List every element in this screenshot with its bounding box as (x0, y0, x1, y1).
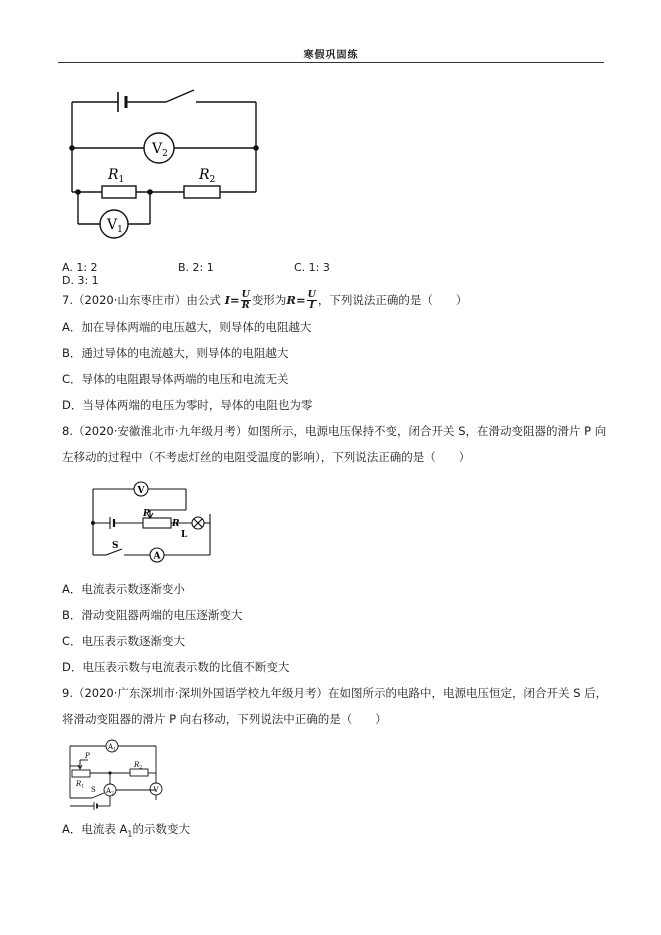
formula-fraction: $\frac{U}{R}$ (241, 289, 250, 311)
formula-symbol: R (286, 293, 296, 307)
q8-stem-line1: 8.（2020·安徽淮北市·九年级月考）如图所示，电源电压保持不变，闭合开关 S，在滑动变阻器的滑片 P 向 (62, 424, 607, 438)
q7-stem-mid: 变形为 (251, 293, 287, 307)
formula-equals: = (295, 293, 306, 307)
lamp-l-label: L (181, 530, 188, 540)
r2-label: $R_2$ (199, 167, 216, 185)
q6-option-c: C. 1: 3 (294, 261, 330, 274)
q7-option-c: C．导体的电阻跟导体两端的电压和电流无关 (62, 372, 289, 386)
q6-circuit-figure (62, 84, 272, 244)
q6-option-b: B. 2: 1 (178, 261, 214, 274)
voltmeter-label: V (153, 786, 159, 794)
q6-option-d: D. 3: 1 (62, 274, 99, 287)
q8-option-a: A．电流表示数逐渐变小 (62, 582, 185, 596)
r1-label: $R_1$ (76, 780, 85, 790)
junction-dot (69, 145, 75, 151)
junction-dot (75, 189, 81, 195)
q7-stem-prefix: 7.（2020·山东枣庄市）由公式 (62, 293, 221, 307)
q6-option-a: A. 1: 2 (62, 261, 98, 274)
switch-s-label: S (112, 541, 119, 551)
q7-stem-suffix: ，下列说法正确的是（ ） (317, 293, 468, 307)
formula-equals: = (229, 293, 240, 307)
junction-dot (108, 771, 111, 774)
voltmeter-label: V (137, 486, 145, 496)
header-rule (58, 62, 604, 63)
switch-s-label: S (91, 786, 96, 794)
q7-option-b: B．通过导体的电流越大，则导体的电阻越大 (62, 346, 289, 360)
slider-p-label: P (85, 752, 90, 760)
rheostat-r-label: R (172, 519, 180, 529)
a2-label: $A_2$ (106, 787, 114, 797)
q8-option-b: B．滑动变阻器两端的电压逐渐变大 (62, 608, 243, 622)
q9-stem-line1: 9.（2020·广东深圳市·深圳外国语学校九年级月考）在如图所示的电路中，电源电压恒定，闭合开关 S 后， (62, 686, 608, 700)
page-header: 寒假巩固练 (303, 50, 359, 61)
junction-dot (147, 189, 153, 195)
formula-fraction: $\frac{U}{I}$ (307, 289, 316, 311)
q7-option-d: D．当导体两端的电压为零时，导体的电阻也为零 (62, 398, 313, 412)
q9-stem-line2: 将滑动变阻器的滑片 P 向右移动，下列说法中正确的是（ ） (62, 712, 387, 726)
formula-symbol: I (224, 293, 230, 307)
q8-circuit-figure (88, 476, 218, 566)
slider-p-label: P (143, 509, 150, 519)
r2-label: $R_2$ (134, 761, 143, 771)
v1-label: $V_1$ (107, 217, 123, 235)
q7-option-a: A．加在导体两端的电压越大，则导体的电阻越大 (62, 320, 312, 334)
junction-dot (91, 521, 95, 525)
junction-dot (253, 145, 259, 151)
q7-stem (62, 290, 467, 311)
q9-circuit-figure (66, 738, 178, 808)
ammeter-label: A (153, 551, 161, 562)
q8-option-c: C．电压表示数逐渐变大 (62, 634, 186, 648)
q9-option-a: A．电流表 $A_1$的示数变大 (62, 822, 190, 839)
q8-option-d: D．电压表示数与电流表示数的比值不断变大 (62, 660, 290, 674)
v2-label: $V_2$ (152, 141, 168, 159)
a1-label: $A_1$ (108, 743, 116, 753)
q6-options (62, 261, 482, 287)
q8-stem-line2: 左移动的过程中（不考虑灯丝的电阻受温度的影响），下列说法正确的是（ ） (62, 450, 471, 464)
r1-label: $R_1$ (108, 167, 125, 185)
